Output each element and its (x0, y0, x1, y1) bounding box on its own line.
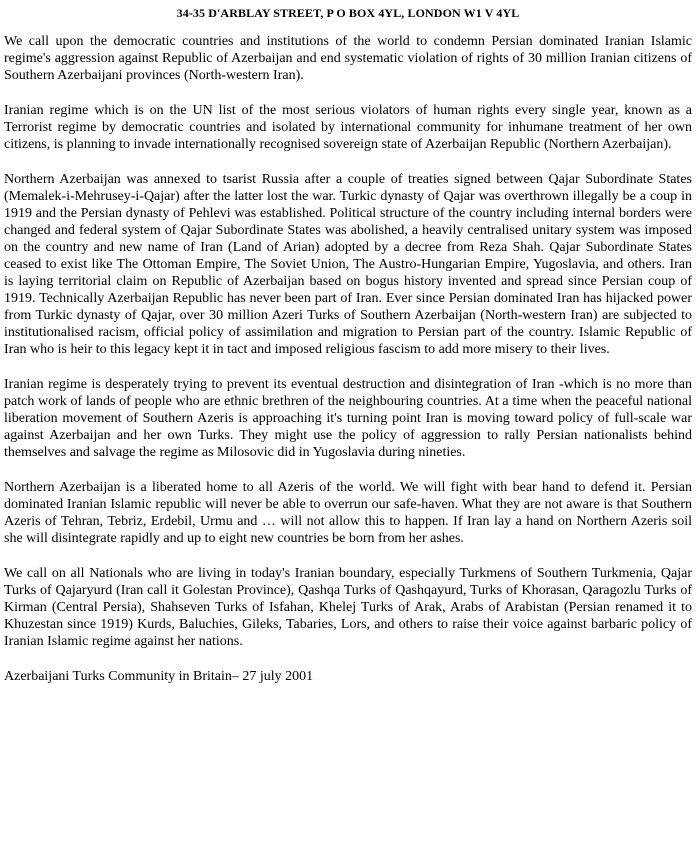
paragraph-invasion-plan: Iranian regime which is on the UN list of the most serious violators of human rights every single year, known as a Terrorist regime by democratic countries and isolated by international community for inhumane treatment of her own citizens, is planning to invade internationally recognised sovereign state of Azerbaijan Republic (Northern Azerbaijan). (4, 103, 692, 152)
paragraph-defense: Northern Azerbaijan is a liberated home to all Azeris of the world. We will fight with bear hand to defend it. Persian dominated Iranian Islamic republic will never be able to overrun our safe-haven. What they are not aware is that Southern Azeris of Tehran, Tebriz, Erdebil, Urmu and … will not allow this to happen. If Iran lay a hand on Northern Azeris soil she will disintegrate rapidly and up to eight new countries be born from her ashes. (4, 480, 692, 546)
paragraph-regime-strategy: Iranian regime is desperately trying to prevent its eventual destruction and disintegration of Iran -which is no more than patch work of lands of people who are ethnic brethren of the neighbouring countries. At a time when the peaceful national liberation movement of Southern Azeris is approaching it's turning point Iran is moving toward policy of full-scale war against Azerbaijan and her own Turks. They might use the policy of aggression to rally Persian nationalists behind themselves and salvage the regime as Milosovic did in Yugoslavia during nineties. (4, 377, 692, 460)
paragraph-appeal: We call upon the democratic countries and institutions of the world to condemn Persian dominated Iranian Islamic regime's aggression against Republic of Azerbaijan and end systematic violation of rights of 30 million Iranian citizens of Southern Azerbaijani provinces (North-western Iran). (4, 34, 692, 83)
signature-line: Azerbaijani Turks Community in Britain– 27 july 2001 (4, 669, 314, 684)
paragraph-call-to-nationals: We call on all Nationals who are living in today's Iranian boundary, especially Turkmens of Southern Turkmenia, Qajar Turks of Qajaryurd (Iran call it Golestan Province), Qashqa Turks of Qashqayurd, Turks of Khorasan, Qaragozlu Turks of Kirman (Central Persia), Shahseven Turks of Isfahan, Khelej Turks of Arak, Arabs of Arabistan (Persian renamed it to Khuzestan since 1919) Kurds, Baluchies, Gileks, Tabaries, Lors, and others to raise their voice against barbaric policy of Iranian Islamic regime against her nations. (4, 566, 692, 649)
address-header: 34-35 D'ARBLAY STREET, P O BOX 4YL, LONDON W1 V 4YL (176, 6, 520, 20)
paragraph-history: Northern Azerbaijan was annexed to tsarist Russia after a couple of treaties signed between Qajar Subordinate States (Memalek-i-Mehrusey-i-Qajar) after the latter lost the war. Turkic dynasty of Qajar was overthrown illegally be a coup in 1919 and the Persian dynasty of Pehlevi was established. Political structure of the country including internal borders were changed and federal system of Qajar Subordinate States was abolished, a heavily centralised unitary system was imposed on the country and new name of Iran (Land of Arian) adopted by a decree from Reza Shah. Qajar Subordinate States ceased to exist like The Ottoman Empire, The Soviet Union, The Austro-Hungarian Empire, Yugoslavia, and others. Iran is laying territorial claim on Republic of Azerbaijan based on bogus history invented and spread since Persian coup of 1919. Technically Azerbaijan Republic has never been part of Iran. Ever since Persian dominated Iran has hijacked power from Turkic dynasty of Qajar, over 30 million Azeri Turks of Southern Azerbaijan (North-western Iran) are subjected to institutionalised racism, official policy of assimilation and migration to Persian part of the country. Islamic Republic of Iran who is heir to this legacy kept it in tact and imposed religious fascism to add more misery to their lives. (4, 172, 692, 357)
